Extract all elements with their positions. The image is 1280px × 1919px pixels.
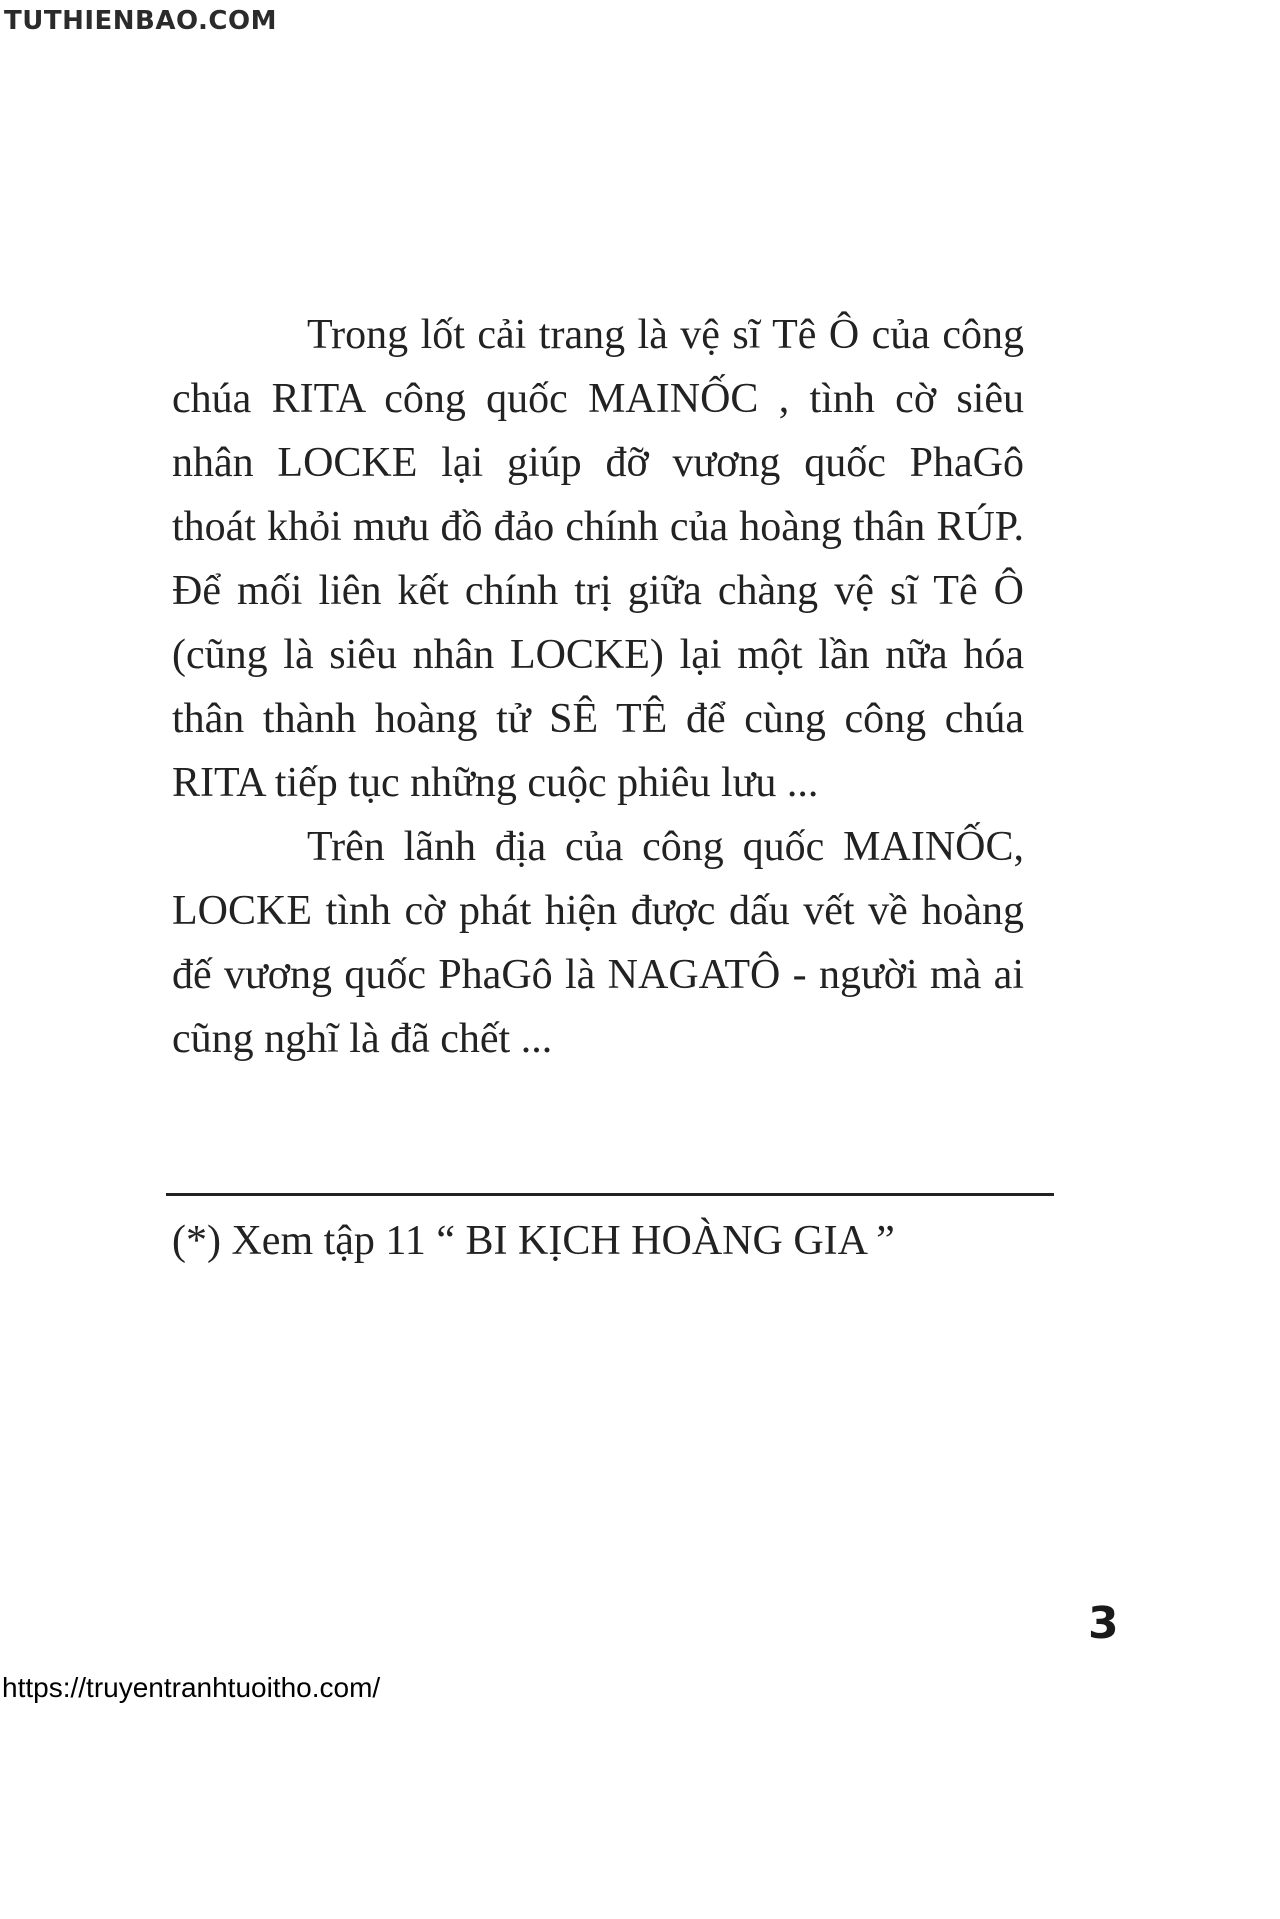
source-url: https://truyentranhtuoitho.com/ — [2, 1672, 381, 1703]
footnote-divider — [166, 1193, 1054, 1196]
intro-text — [172, 303, 1024, 1071]
watermark-logo: TUTHIENBAO.COM — [4, 6, 277, 36]
page-number: 3 — [1088, 1598, 1119, 1649]
paragraph-2: Trên lãnh địa của công quốc MAINỐC, LOCKE tình cờ phát hiện được dấu vết về hoàng đế vương quốc PhaGô là NAGATÔ - người mà ai cũng nghĩ là đã chết ... — [172, 824, 1024, 1062]
footnote: (*) Xem tập 11 “ BI KỊCH HOÀNG GIA ” — [172, 1218, 895, 1264]
paragraph-1: Trong lốt cải trang là vệ sĩ Tê Ô của công chúa RITA công quốc MAINỐC , tình cờ siêu nhân LOCKE lại giúp đỡ vương quốc PhaGô thoát khỏi mưu đồ đảo chính của hoàng thân RÚP. Để mối liên kết chính trị giữa chàng vệ sĩ Tê Ô (cũng là siêu nhân LOCKE) lại một lần nữa hóa thân thành hoàng tử SÊ TÊ để cùng công chúa RITA tiếp tục những cuộc phiêu lưu ... — [172, 312, 1024, 806]
